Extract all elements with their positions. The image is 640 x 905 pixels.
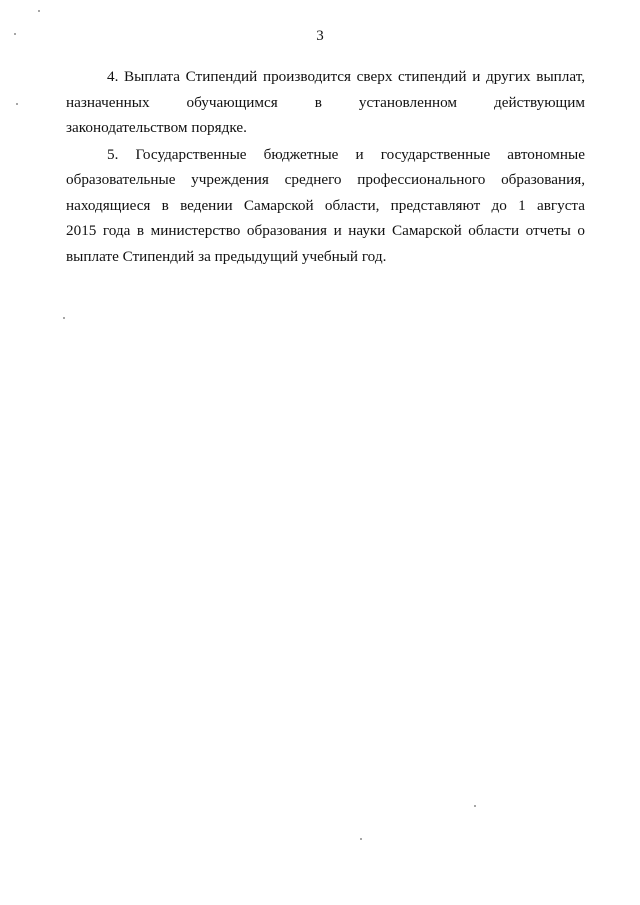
scan-speck	[38, 10, 40, 12]
text-line: назначенных обучающимся в установленном действующим	[66, 93, 585, 111]
scan-speck	[474, 805, 476, 807]
document-body	[66, 64, 585, 269]
text-line: образовательные учреждения среднего профессионального образования,	[66, 171, 585, 188]
page-number: 3	[316, 28, 324, 44]
text-line: 5. Государственные бюджетные и государственные автономные	[107, 145, 585, 163]
text-line: выплате Стипендий за предыдущий учебный год.	[66, 247, 387, 265]
text-line: 4. Выплата Стипендий производится сверх стипендий и других выплат,	[107, 68, 585, 85]
scan-speck	[16, 103, 18, 105]
paragraph-4	[66, 64, 585, 141]
paragraph-5	[66, 142, 585, 270]
text-line: 2015 года в министерство образования и науки Самарской области отчеты о	[66, 222, 585, 239]
scan-speck	[360, 838, 362, 840]
scan-speck	[63, 317, 65, 319]
text-line: законодательством порядке.	[66, 119, 247, 136]
text-line: находящиеся в ведении Самарской области, представляют до 1 августа	[66, 196, 585, 214]
scan-speck	[14, 33, 16, 35]
